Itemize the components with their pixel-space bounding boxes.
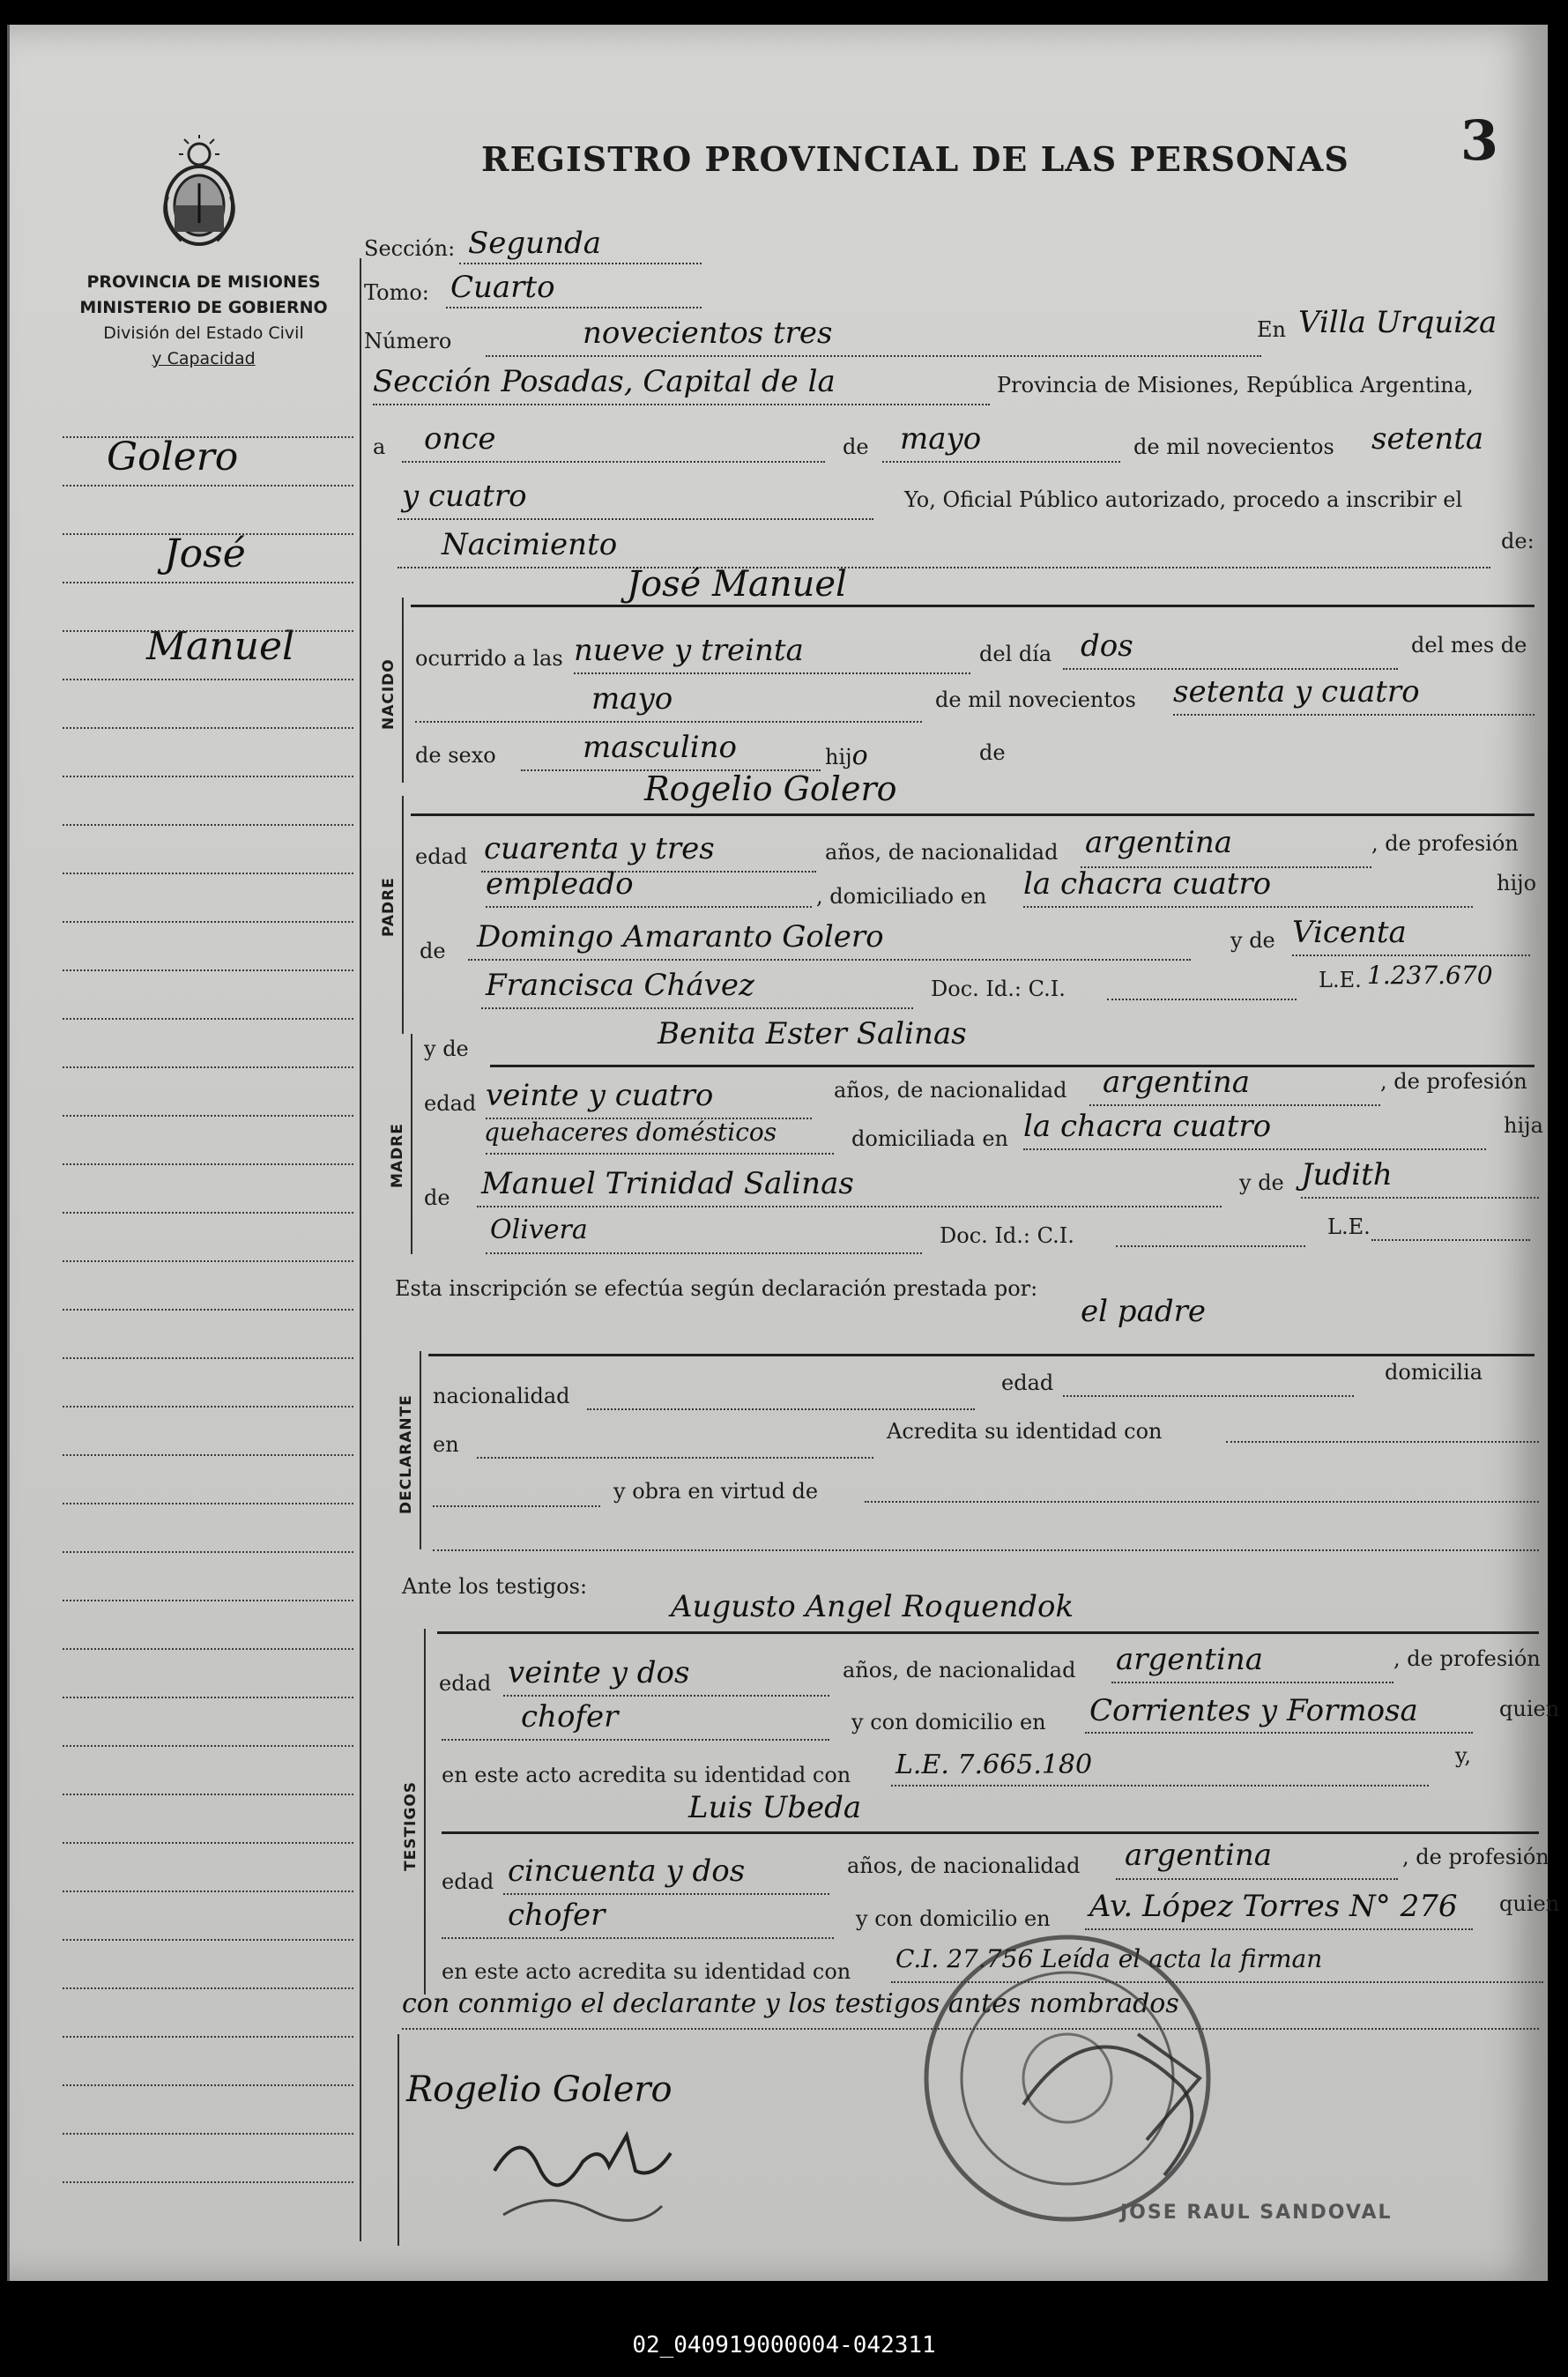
nacido-bar bbox=[402, 598, 404, 783]
madre-mother-2: Olivera bbox=[490, 1214, 588, 1245]
madre-bar bbox=[411, 1034, 412, 1254]
seccion-line bbox=[459, 263, 702, 264]
padre-domicilio: la chacra cuatro bbox=[1023, 866, 1272, 902]
nacido-name-line bbox=[411, 605, 1535, 607]
madre-de-line bbox=[477, 1206, 1222, 1207]
declarante-nacionalidad-label: nacionalidad bbox=[433, 1384, 570, 1408]
margin-rule-line bbox=[63, 1309, 353, 1311]
madre-hija-label: hija bbox=[1504, 1113, 1543, 1138]
padre-y-de-label: y de bbox=[1230, 928, 1275, 953]
declarante-line bbox=[428, 1354, 1535, 1356]
testigo2-quien-label: quien bbox=[1499, 1891, 1560, 1916]
testigo2-profesion-label: , de profesión bbox=[1402, 1845, 1549, 1869]
testigo1-anos-label: años, de nacionalidad bbox=[843, 1658, 1076, 1682]
madre-prof-line bbox=[486, 1153, 834, 1155]
signature-bar bbox=[398, 2034, 399, 2246]
margin-rule-line bbox=[63, 436, 353, 438]
declarante-obra-label: y obra en virtud de bbox=[613, 1479, 819, 1504]
document-title: REGISTRO PROVINCIAL DE LAS PERSONAS bbox=[481, 139, 1349, 179]
padre-de-label: de bbox=[420, 939, 446, 963]
closing-text: con conmigo el declarante y los testigos antes nombrados bbox=[402, 1988, 1179, 2019]
testigos-section-label: TESTIGOS bbox=[402, 1780, 420, 1871]
a-value: once bbox=[424, 421, 496, 457]
testigo2-profesion: chofer bbox=[508, 1898, 606, 1933]
margin-rule-line bbox=[63, 1745, 353, 1747]
padre-profesion: empleado bbox=[486, 866, 634, 902]
declarante-en-line bbox=[477, 1457, 873, 1459]
margin-rule-line bbox=[63, 1212, 353, 1214]
padre-father: Domingo Amaranto Golero bbox=[477, 919, 884, 955]
declarante-bar bbox=[420, 1351, 421, 1549]
padre-mother2-line bbox=[481, 1007, 913, 1009]
testigo2-acredita-label: en este acto acredita su identidad con bbox=[442, 1959, 851, 1984]
margin-rule-line bbox=[63, 1600, 353, 1601]
nacido-year-line bbox=[1173, 714, 1535, 716]
numero-value: novecientos tres bbox=[583, 316, 833, 351]
testigo2-edad: cincuenta y dos bbox=[508, 1853, 746, 1889]
margin-rule-line bbox=[63, 1115, 353, 1117]
official-text: Yo, Oficial Público autorizado, procedo a inscribir el bbox=[904, 487, 1463, 512]
margin-rule-line bbox=[63, 2181, 353, 2183]
testigo2-nac-line bbox=[1116, 1878, 1398, 1880]
nacido-de-label: de bbox=[979, 740, 1006, 765]
margin-rule-line bbox=[63, 921, 353, 923]
place-value: Sección Posadas, Capital de la bbox=[373, 364, 836, 399]
margin-rule-line bbox=[63, 969, 353, 971]
testigo1-edad-line bbox=[503, 1695, 829, 1697]
padre-bar bbox=[402, 796, 404, 1034]
tomo-row bbox=[364, 280, 429, 305]
margin-rule-line bbox=[63, 1357, 353, 1359]
hijo-label bbox=[825, 740, 868, 771]
padre-edad-label: edad bbox=[415, 844, 468, 869]
numero-label: Número bbox=[364, 329, 452, 353]
agency-ministry: MINISTERIO DE GOBIERNO bbox=[79, 298, 328, 317]
margin-rule-line bbox=[63, 1066, 353, 1068]
declarante-acredita-line bbox=[1226, 1441, 1539, 1443]
testigos-bar bbox=[424, 1629, 426, 1994]
margin-column bbox=[63, 426, 353, 2241]
declarante-nac-line bbox=[587, 1408, 975, 1410]
seccion-label: Sección: bbox=[364, 236, 456, 261]
margin-rule-line bbox=[63, 1939, 353, 1941]
testigo1-name-line bbox=[437, 1631, 1539, 1634]
padre-mother-line bbox=[1292, 955, 1530, 956]
padre-domiciliado-label: , domiciliado en bbox=[816, 884, 987, 909]
margin-rule-line bbox=[63, 485, 353, 487]
declarante-line-3a bbox=[433, 1505, 600, 1507]
a-label: a bbox=[373, 435, 386, 459]
margin-rule-line bbox=[63, 533, 353, 535]
padre-doc-label: Doc. Id.: C.I. bbox=[931, 977, 1066, 1001]
margin-rule-line bbox=[63, 679, 353, 680]
padre-dom-line bbox=[1023, 906, 1473, 908]
padre-mother-2: Francisca Chávez bbox=[486, 968, 754, 1003]
madre-edad-label: edad bbox=[424, 1091, 477, 1116]
padre-doc-line bbox=[1107, 999, 1297, 1000]
madre-le-line bbox=[1371, 1239, 1530, 1241]
declarante-obra-line bbox=[865, 1501, 1539, 1503]
testigo2-nacionalidad: argentina bbox=[1125, 1838, 1273, 1873]
sexo-value: masculino bbox=[583, 730, 738, 765]
declarante-domicilia-label: domicilia bbox=[1385, 1360, 1483, 1385]
testigo2-edad-line bbox=[503, 1893, 829, 1895]
madre-doc-label: Doc. Id.: C.I. bbox=[940, 1223, 1074, 1248]
madre-dom-line bbox=[1023, 1148, 1486, 1150]
declarante-intro: Esta inscripción se efectúa según declaración prestada por: bbox=[395, 1276, 1038, 1301]
mes-line bbox=[415, 721, 922, 723]
margin-rule-line bbox=[63, 1648, 353, 1650]
act-de-label: de: bbox=[1501, 529, 1535, 553]
testigo1-y-label: y, bbox=[1455, 1743, 1471, 1768]
margin-surname: Golero bbox=[107, 435, 239, 479]
margin-rule-line bbox=[63, 1163, 353, 1165]
declarante-line-4 bbox=[433, 1549, 1539, 1551]
margin-rule-line bbox=[63, 776, 353, 777]
year-value-2: y cuatro bbox=[402, 479, 527, 514]
margin-rule-line bbox=[63, 582, 353, 583]
madre-name-line bbox=[490, 1065, 1535, 1067]
madre-de-label: de bbox=[424, 1185, 450, 1210]
testigo2-domicilio: Av. López Torres N° 276 bbox=[1089, 1889, 1458, 1924]
madre-section-label: MADRE bbox=[389, 1123, 406, 1188]
madre-name: Benita Ester Salinas bbox=[658, 1016, 967, 1051]
margin-rule-line bbox=[63, 2133, 353, 2135]
place-suffix: Provincia de Misiones, República Argentina, bbox=[997, 373, 1474, 397]
document-page bbox=[7, 25, 1560, 2281]
hijo-prefix: hij bbox=[825, 745, 852, 769]
testigo2-domicilio-label: y con domicilio en bbox=[856, 1906, 1051, 1931]
madre-nacionalidad: argentina bbox=[1103, 1065, 1251, 1100]
madre-profesion-label: , de profesión bbox=[1380, 1069, 1527, 1094]
nacido-name: José Manuel bbox=[627, 564, 847, 605]
document-id-footer: 02_040919000004-042311 bbox=[632, 2332, 936, 2358]
margin-rule-line bbox=[63, 1551, 353, 1553]
margin-second-name: Manuel bbox=[146, 624, 295, 669]
testigo2-anos-label: años, de nacionalidad bbox=[847, 1853, 1081, 1878]
act-line bbox=[398, 567, 1490, 568]
mes-value: mayo bbox=[591, 681, 673, 717]
testigo2-id: C.I. 27.756 Leída el acta la firman bbox=[895, 1944, 1323, 1973]
testigo1-profesion: chofer bbox=[521, 1699, 619, 1734]
testigo1-acredita-label: en este acto acredita su identidad con bbox=[442, 1763, 851, 1787]
column-divider bbox=[360, 258, 361, 2241]
ocurrido-label: ocurrido a las bbox=[415, 646, 563, 671]
testigo1-dom-line bbox=[1085, 1732, 1473, 1734]
tomo-line bbox=[446, 307, 702, 308]
madre-edad-value: veinte y cuatro bbox=[486, 1078, 714, 1113]
padre-le-label: L.E. bbox=[1319, 968, 1362, 992]
dia-value: dos bbox=[1081, 628, 1133, 664]
madre-nac-line bbox=[1089, 1104, 1380, 1106]
del-dia-label: del día bbox=[979, 642, 1052, 666]
hijo-suffix: o bbox=[851, 740, 868, 771]
margin-rule-line bbox=[63, 630, 353, 632]
year-prefix: de mil novecientos bbox=[1133, 435, 1334, 459]
issuing-agency bbox=[58, 270, 349, 372]
official-seal-icon bbox=[918, 1928, 1217, 2228]
declarante-en-label: en bbox=[433, 1432, 459, 1457]
padre-le-value: 1.237.670 bbox=[1367, 961, 1493, 990]
testigo1-nacionalidad: argentina bbox=[1116, 1642, 1264, 1677]
testigo1-quien-label: quien bbox=[1499, 1697, 1560, 1721]
year-line2 bbox=[398, 518, 873, 520]
padre-prof-line bbox=[486, 906, 812, 908]
margin-rule-line bbox=[63, 1890, 353, 1892]
madre-y-de-label: y de bbox=[424, 1036, 469, 1061]
padre-de-line bbox=[468, 959, 1191, 961]
testigo2-edad-label: edad bbox=[442, 1869, 494, 1894]
padre-mother: Vicenta bbox=[1292, 915, 1407, 950]
madre-mother: Judith bbox=[1301, 1157, 1393, 1192]
coat-of-arms-icon bbox=[155, 135, 243, 249]
margin-rule-line bbox=[63, 2036, 353, 2038]
year-value: setenta bbox=[1371, 421, 1484, 457]
margin-rule-line bbox=[63, 1794, 353, 1795]
agency-capacity: y Capacidad bbox=[152, 349, 256, 368]
hora-line bbox=[574, 672, 970, 674]
nacido-section-label: NACIDO bbox=[380, 658, 398, 730]
del-mes-label: del mes de bbox=[1411, 633, 1527, 657]
madre-y-de2-label: y de bbox=[1239, 1170, 1284, 1195]
madre-domicilio: la chacra cuatro bbox=[1023, 1109, 1272, 1144]
act-value: Nacimiento bbox=[442, 527, 618, 562]
testigo2-name-line bbox=[442, 1831, 1539, 1834]
margin-rule-line bbox=[63, 1260, 353, 1262]
margin-rule-line bbox=[63, 1454, 353, 1456]
numero-line bbox=[486, 355, 1261, 357]
madre-father: Manuel Trinidad Salinas bbox=[481, 1166, 854, 1201]
margin-rule-line bbox=[63, 1697, 353, 1698]
declarante-edad-line bbox=[1063, 1395, 1354, 1397]
declarante-acredita-label: Acredita su identidad con bbox=[887, 1419, 1163, 1444]
agency-division: División del Estado Civil bbox=[103, 323, 304, 343]
madre-domiciliada-label: domiciliada en bbox=[851, 1126, 1008, 1151]
agency-province: PROVINCIA DE MISIONES bbox=[86, 272, 321, 292]
margin-rule-line bbox=[63, 1406, 353, 1408]
sexo-label: de sexo bbox=[415, 743, 496, 768]
testigo1-edad: veinte y dos bbox=[508, 1655, 690, 1690]
margin-rule-line bbox=[63, 1842, 353, 1844]
tomo-label: Tomo: bbox=[364, 280, 429, 305]
a-line bbox=[402, 461, 825, 463]
page-number: 3 bbox=[1460, 108, 1498, 173]
dia-line bbox=[1063, 668, 1398, 670]
month-de-label: de bbox=[843, 435, 869, 459]
testigo1-id: L.E. 7.665.180 bbox=[895, 1749, 1093, 1780]
place-line bbox=[373, 404, 990, 405]
testigo1-nac-line bbox=[1111, 1682, 1393, 1683]
margin-rule-line bbox=[63, 824, 353, 826]
testigo1-id-line bbox=[891, 1785, 1429, 1786]
seccion-value: Segunda bbox=[468, 226, 602, 261]
padre-name: Rogelio Golero bbox=[644, 769, 897, 808]
testigo1-edad-label: edad bbox=[439, 1671, 492, 1696]
margin-rule-line bbox=[63, 1503, 353, 1504]
margin-rule-line bbox=[63, 873, 353, 874]
madre-anos-label: años, de nacionalidad bbox=[834, 1078, 1067, 1103]
margin-rule-line bbox=[63, 1018, 353, 1020]
tomo-value: Cuarto bbox=[450, 270, 555, 305]
seccion-row bbox=[364, 236, 455, 261]
declarante-edad-label: edad bbox=[1001, 1370, 1054, 1395]
madre-mother2-line bbox=[486, 1252, 922, 1254]
month-value: mayo bbox=[900, 421, 982, 457]
testigo1-name: Augusto Angel Roquendok bbox=[671, 1589, 1074, 1624]
testigo1-domicilio: Corrientes y Formosa bbox=[1089, 1693, 1418, 1728]
signature-rogelio: Rogelio Golero bbox=[406, 2069, 673, 2110]
padre-name-line bbox=[411, 813, 1535, 816]
testigo1-profesion-label: , de profesión bbox=[1393, 1646, 1541, 1671]
margin-first-name: José bbox=[164, 531, 246, 576]
hora-value: nueve y treinta bbox=[574, 633, 804, 668]
testigo2-prof-line bbox=[442, 1937, 834, 1939]
declarante-value: el padre bbox=[1081, 1294, 1206, 1329]
madre-mother-line bbox=[1301, 1197, 1539, 1199]
padre-nacionalidad: argentina bbox=[1085, 825, 1233, 860]
margin-rule-line bbox=[63, 2084, 353, 2086]
padre-hijo-label: hijo bbox=[1497, 871, 1537, 895]
numero-row bbox=[364, 329, 451, 353]
testigo1-domicilio-label: y con domicilio en bbox=[851, 1710, 1046, 1734]
padre-section-label: PADRE bbox=[380, 877, 398, 937]
madre-le-label: L.E. bbox=[1327, 1214, 1371, 1239]
testigo1-prof-line bbox=[442, 1739, 829, 1741]
declarante-section-label: DECLARANTE bbox=[398, 1394, 415, 1514]
padre-anos-label: años, de nacionalidad bbox=[825, 840, 1059, 865]
month-line bbox=[882, 461, 1120, 463]
madre-profesion: quehaceres domésticos bbox=[484, 1118, 777, 1147]
signature-witness bbox=[486, 2118, 680, 2224]
nacido-year-prefix: de mil novecientos bbox=[935, 687, 1136, 712]
testigos-intro: Ante los testigos: bbox=[402, 1574, 588, 1599]
en-label: En bbox=[1257, 317, 1286, 342]
nacido-year-value: setenta y cuatro bbox=[1173, 674, 1420, 709]
madre-doc-line bbox=[1116, 1245, 1305, 1247]
official-name-stamp: JOSE RAUL SANDOVAL bbox=[1120, 2202, 1393, 2224]
testigo2-name: Luis Ubeda bbox=[688, 1790, 862, 1825]
margin-rule-line bbox=[63, 727, 353, 729]
margin-rule-line bbox=[63, 1987, 353, 1989]
padre-profesion-label: , de profesión bbox=[1371, 831, 1519, 856]
en-value: Villa Urquiza bbox=[1298, 305, 1497, 340]
padre-edad-value: cuarenta y tres bbox=[484, 831, 715, 866]
